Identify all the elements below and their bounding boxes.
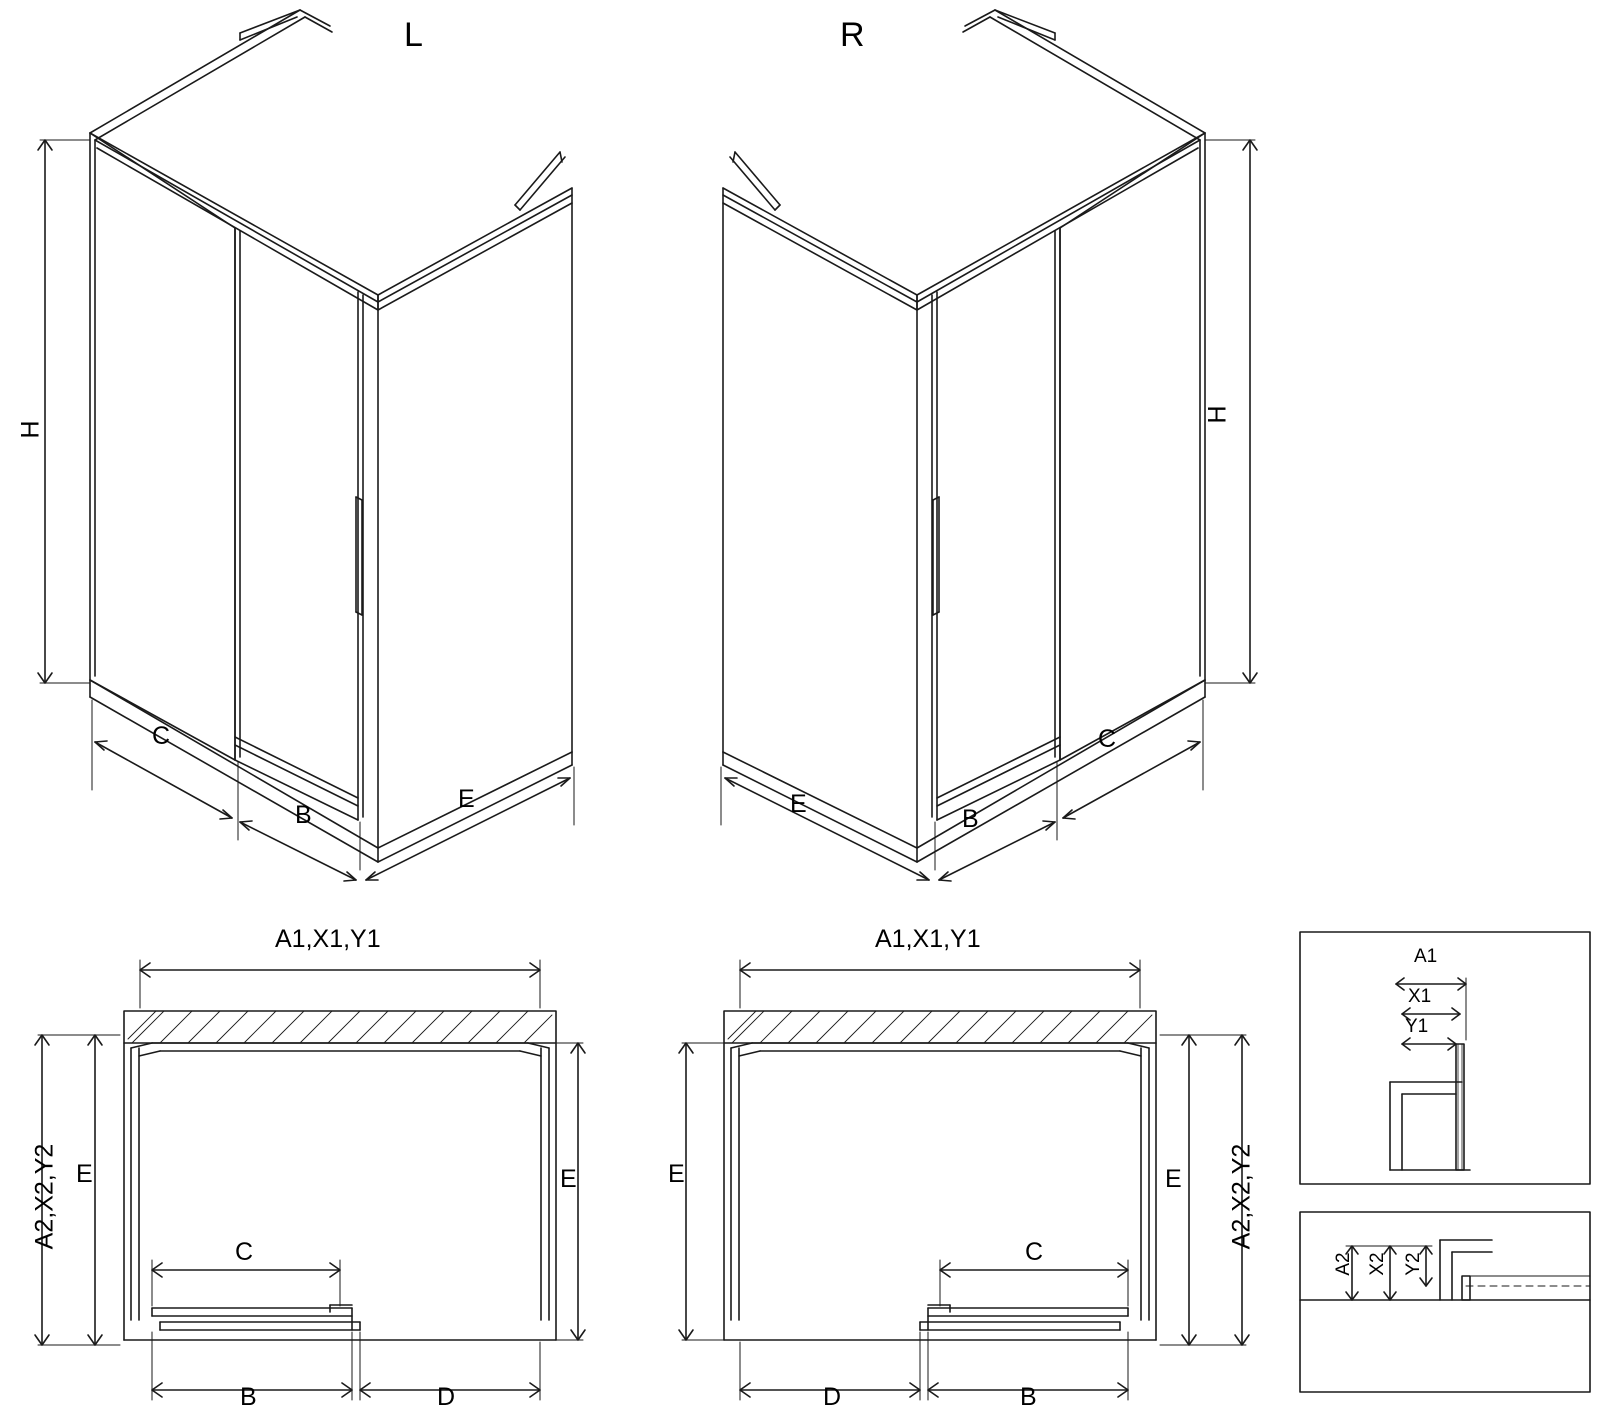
dim-label-a1x1y1-plan-left: A1,X1,Y1 [275, 925, 381, 953]
dim-label-e-plan-right-inner: E [1165, 1165, 1182, 1193]
iso-left-enclosure [38, 10, 574, 881]
detail-box-top [1300, 932, 1590, 1184]
plan-left [35, 960, 585, 1400]
variant-label-left: L [404, 16, 423, 54]
dim-label-c-plan-right: C [1025, 1238, 1044, 1266]
dim-label-c-iso-right: C [1098, 725, 1117, 753]
dim-label-h-left: H [16, 420, 45, 439]
dim-label-d-plan-left: D [437, 1383, 456, 1411]
dim-label-b-iso-right: B [962, 805, 979, 833]
iso-right-enclosure [721, 10, 1257, 881]
dim-label-e-plan-left-inner: E [76, 1160, 93, 1188]
dim-label-e-iso-right: E [790, 790, 807, 818]
dim-label-e-iso-left: E [458, 785, 475, 813]
detail-label-y1: Y1 [1405, 1016, 1429, 1037]
dim-label-c-iso-left: C [152, 722, 171, 750]
variant-label-right: R [840, 16, 865, 54]
detail-label-a2: A2 [1333, 1252, 1354, 1276]
dim-label-b-plan-left: B [240, 1383, 257, 1411]
plan-right [679, 960, 1249, 1400]
dim-label-c-plan-left: C [235, 1238, 254, 1266]
dim-label-b-iso-left: B [295, 801, 312, 829]
dim-label-h-right: H [1203, 405, 1232, 424]
dim-label-a2x2y2-plan-right: A2,X2,Y2 [1227, 1143, 1256, 1250]
detail-label-y2: Y2 [1403, 1252, 1424, 1276]
dim-label-e-plan-left-right: E [560, 1165, 577, 1193]
detail-label-x1: X1 [1408, 986, 1432, 1007]
dim-label-d-plan-right: D [823, 1383, 842, 1411]
dim-label-a1x1y1-plan-right: A1,X1,Y1 [875, 925, 981, 953]
dim-label-a2x2y2-plan-left: A2,X2,Y2 [30, 1143, 59, 1250]
detail-label-x2: X2 [1367, 1252, 1388, 1276]
dim-label-b-plan-right: B [1020, 1383, 1037, 1411]
detail-label-a1: A1 [1414, 946, 1438, 967]
dim-label-e-plan-right-left: E [668, 1160, 685, 1188]
detail-box-bottom [1300, 1212, 1590, 1392]
